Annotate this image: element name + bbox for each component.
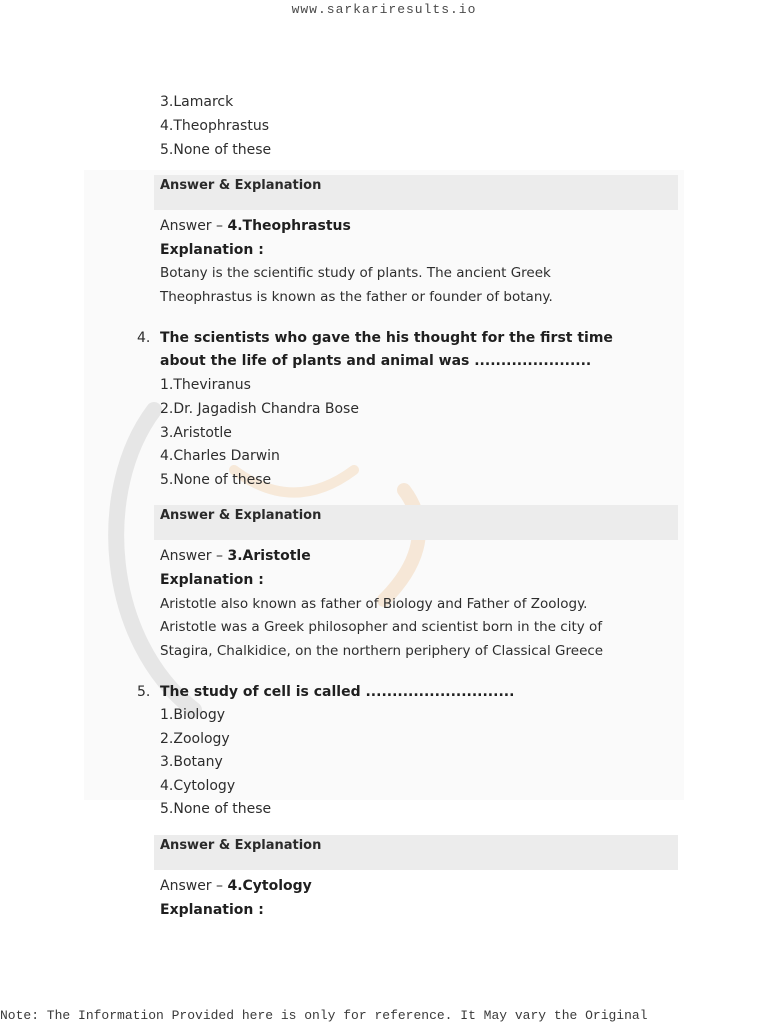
explanation-heading: Explanation : <box>160 572 264 588</box>
option: 4.Cytology <box>160 778 236 794</box>
option: 2.Zoology <box>160 731 230 747</box>
question-text: about the life of plants and animal was ...................... <box>160 353 592 369</box>
answer-line <box>160 547 311 565</box>
explanation-line: Aristotle also known as father of Biology and Father of Zoology. <box>160 596 588 612</box>
option: 3.Aristotle <box>160 425 232 441</box>
answer-value: 4.Cytology <box>227 878 312 894</box>
site-url: www.sarkariresults.io <box>291 2 477 17</box>
option: 2.Dr. Jagadish Chandra Bose <box>160 401 359 417</box>
option: 1.Theviranus <box>160 377 251 393</box>
answer-value: 3.Aristotle <box>227 548 311 564</box>
question-text: The scientists who gave the his thought for the first time <box>160 330 613 346</box>
answer-prefix: Answer – <box>160 878 228 894</box>
answer-explanation-label: Answer & Explanation <box>160 508 322 523</box>
option: 5.None of these <box>160 142 272 158</box>
answer-explanation-label: Answer & Explanation <box>160 838 322 853</box>
answer-value: 4.Theophrastus <box>227 218 351 234</box>
option: 5.None of these <box>160 801 272 817</box>
answer-explanation-toggle[interactable] <box>154 835 678 870</box>
option: 5.None of these <box>160 472 272 488</box>
answer-line <box>160 217 351 235</box>
explanation-line: Theophrastus is known as the father or founder of botany. <box>160 289 553 305</box>
explanation-line: Aristotle was a Greek philosopher and scientist born in the city of <box>160 619 603 635</box>
answer-prefix: Answer – <box>160 548 228 564</box>
option: 4.Theophrastus <box>160 118 270 134</box>
option: 3.Botany <box>160 754 223 770</box>
option: 3.Lamarck <box>160 94 234 110</box>
explanation-line: Stagira, Chalkidice, on the northern periphery of Classical Greece <box>160 643 604 659</box>
answer-explanation-toggle[interactable] <box>154 505 678 540</box>
answer-line <box>160 877 312 895</box>
option: 4.Charles Darwin <box>160 448 280 464</box>
footer-note: Note: The Information Provided here is only for reference. It May vary the Original <box>0 1008 648 1023</box>
option: 1.Biology <box>160 707 226 723</box>
explanation-heading: Explanation : <box>160 242 264 258</box>
explanation-heading: Explanation : <box>160 902 264 918</box>
answer-explanation-label: Answer & Explanation <box>160 178 322 193</box>
explanation-line: Botany is the scientific study of plants. The ancient Greek <box>160 265 551 281</box>
question-number: 4. <box>137 330 151 346</box>
answer-prefix: Answer – <box>160 218 228 234</box>
answer-explanation-toggle[interactable] <box>154 175 678 210</box>
question-text: The study of cell is called ............................ <box>160 684 515 700</box>
question-number: 5. <box>137 684 151 700</box>
